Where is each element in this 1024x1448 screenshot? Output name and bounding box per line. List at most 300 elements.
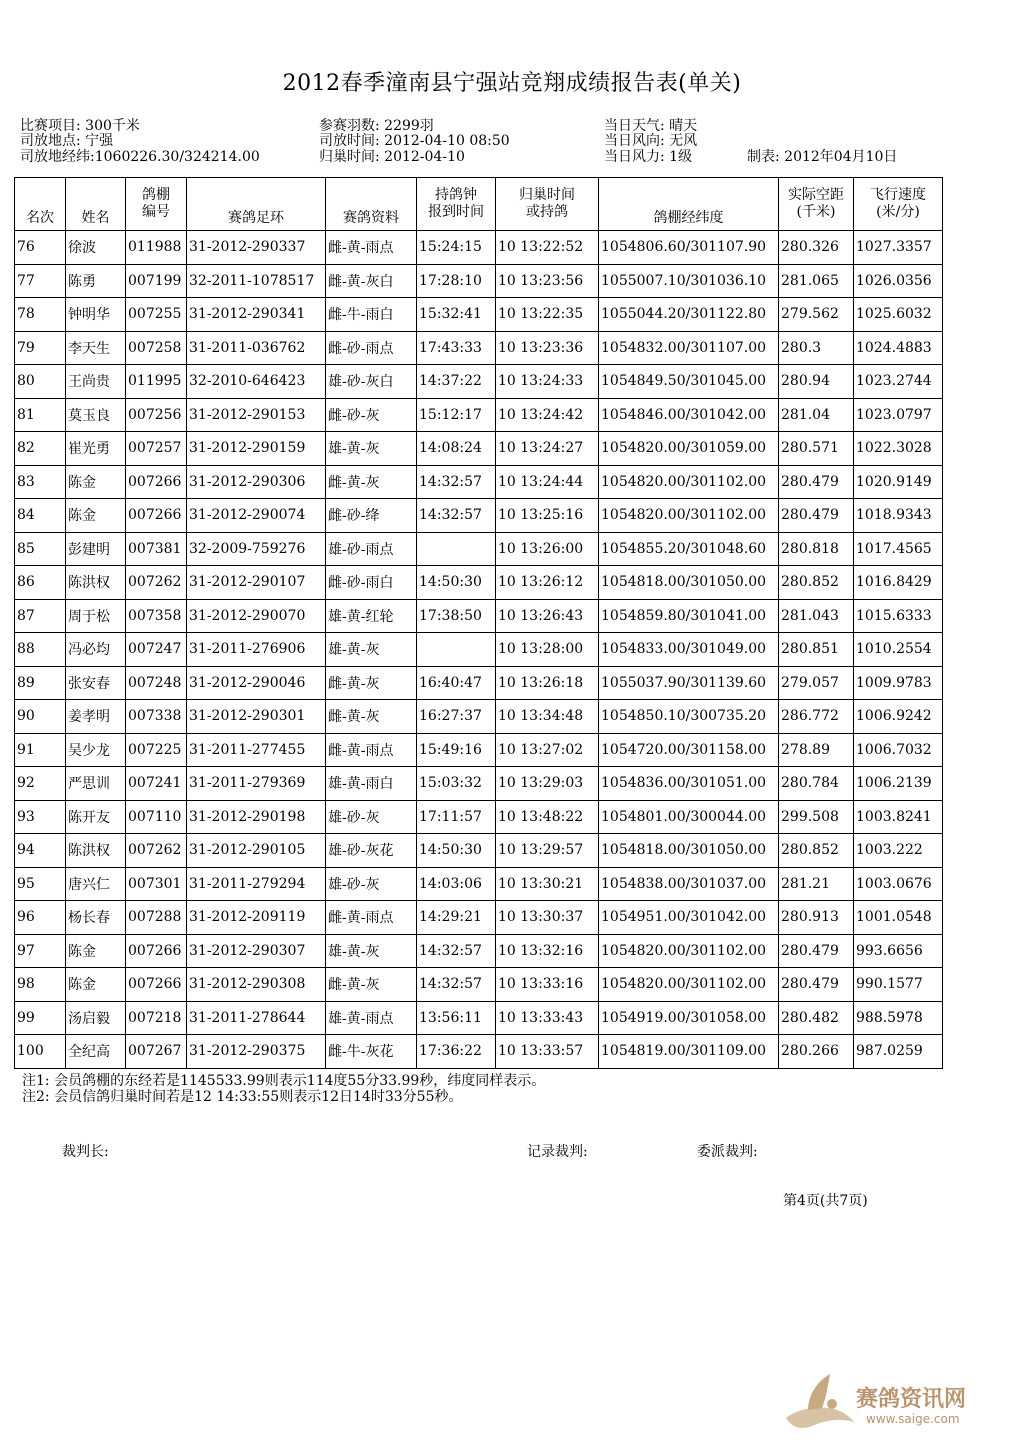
cell-ring: 31-2012-290105 [187,834,326,868]
cell-clock-time: 14:32:57 [417,968,496,1002]
cell-name: 崔光勇 [66,432,126,466]
header-distance-line1: 实际空距 [788,187,844,203]
cell-clock-time: 17:11:57 [417,800,496,834]
cell-distance: 281.065 [779,264,854,298]
cell-clock-time: 15:49:16 [417,733,496,767]
cell-ring: 31-2012-209119 [187,901,326,935]
cell-ring: 31-2012-290301 [187,700,326,734]
cell-clock-time: 16:27:37 [417,700,496,734]
cell-distance: 280.479 [779,499,854,533]
table-row [15,1001,943,1035]
cell-coordinates: 1054919.00/301058.00 [599,1001,779,1035]
info-wind-direction: 当日风向: 无风 [604,133,698,149]
cell-clock-time: 14:32:57 [417,465,496,499]
cell-arrival-time: 10 13:26:12 [496,566,599,600]
cell-clock-time: 15:32:41 [417,298,496,332]
header-loft-number-line2: 编号 [142,204,170,220]
cell-rank: 99 [15,1001,66,1035]
cell-distance: 280.851 [779,633,854,667]
cell-clock-time [417,532,496,566]
cell-arrival-time: 10 13:33:16 [496,968,599,1002]
cell-rank: 96 [15,901,66,935]
cell-ring: 32-2010-646423 [187,365,326,399]
cell-speed: 1027.3357 [854,231,943,265]
cell-rank: 79 [15,331,66,365]
cell-ring: 32-2009-759276 [187,532,326,566]
cell-pigeon-info: 雌-砂-雨白 [326,566,417,600]
cell-pigeon-info: 雄-黄-灰 [326,633,417,667]
cell-clock-time: 16:40:47 [417,666,496,700]
cell-rank: 76 [15,231,66,265]
cell-speed: 1015.6333 [854,599,943,633]
cell-rank: 81 [15,398,66,432]
cell-ring: 31-2012-290074 [187,499,326,533]
header-distance-line2: (千米) [796,204,836,220]
cell-distance: 280.784 [779,767,854,801]
cell-arrival-time: 10 13:29:03 [496,767,599,801]
cell-speed: 1018.9343 [854,499,943,533]
cell-arrival-time: 10 13:23:36 [496,331,599,365]
cell-coordinates: 1054720.00/301158.00 [599,733,779,767]
cell-distance: 286.772 [779,700,854,734]
cell-pigeon-info: 雌-牛-灰花 [326,1035,417,1069]
cell-distance: 281.04 [779,398,854,432]
cell-loft-number: 007301 [126,867,187,901]
cell-pigeon-info: 雄-黄-灰 [326,432,417,466]
cell-distance: 281.21 [779,867,854,901]
info-release-place: 司放地点: 宁强 [20,133,114,149]
cell-arrival-time: 10 13:24:44 [496,465,599,499]
cell-clock-time: 14:37:22 [417,365,496,399]
cell-coordinates: 1054820.00/301102.00 [599,499,779,533]
info-event: 比赛项目: 300千米 [20,118,140,134]
note-2: 注2: 会员信鸽归巢时间若是12 14:33:55则表示12日14时33分55秒。 [22,1089,463,1105]
cell-loft-number: 007288 [126,901,187,935]
cell-name: 莫玉良 [66,398,126,432]
cell-arrival-time: 10 13:30:37 [496,901,599,935]
table-row [15,901,943,935]
header-arrival-time [496,178,599,231]
page-number: 第4页(共7页) [783,1193,868,1209]
table-row [15,867,943,901]
watermark-logo [778,1370,978,1432]
cell-speed: 1024.4883 [854,331,943,365]
cell-name: 严思训 [66,767,126,801]
cell-coordinates: 1054820.00/301102.00 [599,934,779,968]
cell-clock-time: 17:28:10 [417,264,496,298]
table-row [15,432,943,466]
cell-ring: 31-2011-279369 [187,767,326,801]
cell-pigeon-info: 雌-黄-灰 [326,465,417,499]
cell-coordinates: 1054820.00/301102.00 [599,968,779,1002]
cell-clock-time: 14:50:30 [417,566,496,600]
cell-pigeon-info: 雄-砂-灰 [326,800,417,834]
info-entries: 参赛羽数: 2299羽 [319,118,434,134]
cell-ring: 31-2012-290107 [187,566,326,600]
cell-ring: 31-2011-036762 [187,331,326,365]
cell-clock-time: 17:43:33 [417,331,496,365]
header-speed-line1: 飞行速度 [870,187,926,203]
cell-clock-time: 14:32:57 [417,934,496,968]
table-row [15,365,943,399]
cell-rank: 90 [15,700,66,734]
cell-pigeon-info: 雄-黄-红轮 [326,599,417,633]
cell-arrival-time: 10 13:25:16 [496,499,599,533]
table-row [15,532,943,566]
cell-speed: 988.5978 [854,1001,943,1035]
cell-clock-time: 17:36:22 [417,1035,496,1069]
cell-rank: 92 [15,767,66,801]
cell-coordinates: 1054859.80/301041.00 [599,599,779,633]
cell-loft-number: 007338 [126,700,187,734]
cell-pigeon-info: 雌-牛-雨白 [326,298,417,332]
cell-distance: 279.562 [779,298,854,332]
cell-clock-time: 15:03:32 [417,767,496,801]
table-row [15,767,943,801]
cell-distance: 280.266 [779,1035,854,1069]
cell-pigeon-info: 雌-黄-灰白 [326,264,417,298]
cell-rank: 80 [15,365,66,399]
cell-pigeon-info: 雌-黄-雨点 [326,733,417,767]
cell-ring: 31-2012-290046 [187,666,326,700]
cell-rank: 77 [15,264,66,298]
cell-speed: 1003.222 [854,834,943,868]
table-row [15,934,943,968]
cell-pigeon-info: 雄-黄-雨点 [326,1001,417,1035]
cell-clock-time [417,633,496,667]
cell-speed: 1023.0797 [854,398,943,432]
cell-pigeon-info: 雌-黄-雨点 [326,901,417,935]
cell-loft-number: 007257 [126,432,187,466]
cell-distance: 280.479 [779,934,854,968]
cell-ring: 31-2012-290337 [187,231,326,265]
cell-name: 陈洪权 [66,566,126,600]
table-row [15,834,943,868]
cell-pigeon-info: 雄-砂-雨点 [326,532,417,566]
cell-loft-number: 007358 [126,599,187,633]
table-row [15,264,943,298]
cell-arrival-time: 10 13:34:48 [496,700,599,734]
cell-loft-number: 007381 [126,532,187,566]
cell-distance: 280.852 [779,834,854,868]
cell-arrival-time: 10 13:33:57 [496,1035,599,1069]
cell-arrival-time: 10 13:24:42 [496,398,599,432]
cell-arrival-time: 10 13:26:43 [496,599,599,633]
header-ring: 赛鸽足环 [187,178,326,231]
cell-pigeon-info: 雌-黄-灰 [326,700,417,734]
cell-coordinates: 1054951.00/301042.00 [599,901,779,935]
cell-coordinates: 1054832.00/301107.00 [599,331,779,365]
table-row [15,800,943,834]
cell-loft-number: 007241 [126,767,187,801]
cell-name: 吴少龙 [66,733,126,767]
cell-loft-number: 011995 [126,365,187,399]
cell-arrival-time: 10 13:27:02 [496,733,599,767]
cell-speed: 1003.0676 [854,867,943,901]
cell-name: 汤启毅 [66,1001,126,1035]
cell-arrival-time: 10 13:30:21 [496,867,599,901]
cell-speed: 1017.4565 [854,532,943,566]
cell-pigeon-info: 雌-砂-雨点 [326,331,417,365]
cell-speed: 1022.3028 [854,432,943,466]
cell-ring: 32-2011-1078517 [187,264,326,298]
signature-appointed-judge: 委派裁判: [697,1144,758,1160]
cell-clock-time: 14:03:06 [417,867,496,901]
cell-arrival-time: 10 13:28:00 [496,633,599,667]
cell-pigeon-info: 雄-砂-灰 [326,867,417,901]
cell-arrival-time: 10 13:32:16 [496,934,599,968]
cell-ring: 31-2012-290307 [187,934,326,968]
header-speed-line2: (米/分) [876,204,920,220]
cell-distance: 279.057 [779,666,854,700]
cell-rank: 88 [15,633,66,667]
cell-rank: 83 [15,465,66,499]
cell-distance: 280.479 [779,465,854,499]
cell-rank: 93 [15,800,66,834]
table-row [15,599,943,633]
cell-coordinates: 1054819.00/301109.00 [599,1035,779,1069]
cell-rank: 91 [15,733,66,767]
cell-rank: 100 [15,1035,66,1069]
cell-loft-number: 007256 [126,398,187,432]
note-1: 注1: 会员鸽棚的东经若是1145533.99则表示114度55分33.99秒，纬度同样表示。 [22,1073,546,1089]
info-wind-force: 当日风力: 1级 [604,149,693,165]
cell-rank: 97 [15,934,66,968]
cell-distance: 280.818 [779,532,854,566]
cell-name: 唐兴仁 [66,867,126,901]
cell-loft-number: 011988 [126,231,187,265]
cell-ring: 31-2012-290341 [187,298,326,332]
table-row [15,733,943,767]
header-rank: 名次 [15,178,66,231]
cell-arrival-time: 10 13:22:52 [496,231,599,265]
cell-arrival-time: 10 13:26:00 [496,532,599,566]
info-return-time: 归巢时间: 2012-04-10 [319,149,465,165]
cell-speed: 1006.7032 [854,733,943,767]
info-made-date: 制表: 2012年04月10日 [747,149,898,165]
header-clock-time-line1: 持鸽钟 [435,187,477,203]
cell-rank: 95 [15,867,66,901]
header-loft-number [126,178,187,231]
table-row [15,566,943,600]
cell-distance: 280.571 [779,432,854,466]
header-coordinates: 鸽棚经纬度 [599,178,779,231]
cell-ring: 31-2011-276906 [187,633,326,667]
cell-rank: 94 [15,834,66,868]
cell-name: 陈金 [66,934,126,968]
cell-coordinates: 1055007.10/301036.10 [599,264,779,298]
cell-loft-number: 007262 [126,834,187,868]
cell-loft-number: 007110 [126,800,187,834]
cell-speed: 1010.2554 [854,633,943,667]
cell-arrival-time: 10 13:24:27 [496,432,599,466]
cell-coordinates: 1054820.00/301059.00 [599,432,779,466]
header-pigeon-info: 赛鸽资料 [326,178,417,231]
cell-pigeon-info: 雄-砂-灰白 [326,365,417,399]
cell-loft-number: 007218 [126,1001,187,1035]
cell-clock-time: 17:38:50 [417,599,496,633]
cell-speed: 990.1577 [854,968,943,1002]
cell-clock-time: 14:50:30 [417,834,496,868]
cell-distance: 280.3 [779,331,854,365]
cell-clock-time: 13:56:11 [417,1001,496,1035]
cell-coordinates: 1054836.00/301051.00 [599,767,779,801]
table-row [15,298,943,332]
cell-ring: 31-2011-277455 [187,733,326,767]
cell-loft-number: 007266 [126,934,187,968]
cell-name: 彭建明 [66,532,126,566]
cell-clock-time: 15:12:17 [417,398,496,432]
cell-speed: 1026.0356 [854,264,943,298]
cell-coordinates: 1054818.00/301050.00 [599,834,779,868]
header-clock-time-line2: 报到时间 [428,204,484,220]
cell-coordinates: 1055044.20/301122.80 [599,298,779,332]
watermark-site-name: 赛鸽资讯网 [856,1387,967,1412]
cell-name: 姜孝明 [66,700,126,734]
header-distance [779,178,854,231]
cell-ring: 31-2012-290306 [187,465,326,499]
cell-loft-number: 007255 [126,298,187,332]
cell-coordinates: 1054855.20/301048.60 [599,532,779,566]
cell-clock-time: 14:29:21 [417,901,496,935]
cell-arrival-time: 10 13:23:56 [496,264,599,298]
table-row [15,231,943,265]
cell-clock-time: 14:32:57 [417,499,496,533]
table-header-row [15,178,943,231]
pigeon-logo-icon [778,1370,856,1432]
table-row [15,465,943,499]
cell-loft-number: 007267 [126,1035,187,1069]
cell-speed: 1020.9149 [854,465,943,499]
cell-rank: 87 [15,599,66,633]
cell-pigeon-info: 雌-砂-绛 [326,499,417,533]
cell-speed: 987.0259 [854,1035,943,1069]
cell-arrival-time: 10 13:48:22 [496,800,599,834]
cell-name: 陈勇 [66,264,126,298]
watermark-site-url: www.saige.com [866,1412,960,1426]
cell-loft-number: 007247 [126,633,187,667]
cell-rank: 86 [15,566,66,600]
cell-name: 李天生 [66,331,126,365]
cell-loft-number: 007266 [126,499,187,533]
results-table-body [15,231,943,1069]
header-loft-number-line1: 鸽棚 [142,187,170,203]
cell-rank: 84 [15,499,66,533]
header-clock-time [417,178,496,231]
cell-pigeon-info: 雄-黄-灰 [326,934,417,968]
cell-coordinates: 1054806.60/301107.90 [599,231,779,265]
report-title: 2012春季潼南县宁强站竞翔成绩报告表(单关) [282,71,742,96]
cell-speed: 1006.2139 [854,767,943,801]
cell-coordinates: 1054801.00/300044.00 [599,800,779,834]
cell-distance: 280.482 [779,1001,854,1035]
cell-speed: 1001.0548 [854,901,943,935]
cell-distance: 280.326 [779,231,854,265]
signature-chief-judge: 裁判长: [62,1144,109,1160]
cell-loft-number: 007262 [126,566,187,600]
cell-ring: 31-2011-279294 [187,867,326,901]
cell-clock-time: 14:08:24 [417,432,496,466]
header-speed [854,178,943,231]
cell-rank: 78 [15,298,66,332]
cell-rank: 85 [15,532,66,566]
table-row [15,666,943,700]
cell-name: 陈金 [66,499,126,533]
table-row [15,398,943,432]
table-row [15,1035,943,1069]
cell-arrival-time: 10 13:26:18 [496,666,599,700]
cell-name: 张安春 [66,666,126,700]
cell-speed: 993.6656 [854,934,943,968]
cell-name: 周于松 [66,599,126,633]
cell-coordinates: 1054838.00/301037.00 [599,867,779,901]
info-release-time: 司放时间: 2012-04-10 08:50 [319,133,510,149]
cell-name: 徐波 [66,231,126,265]
cell-coordinates: 1054849.50/301045.00 [599,365,779,399]
cell-pigeon-info: 雌-黄-灰 [326,666,417,700]
cell-speed: 1003.8241 [854,800,943,834]
cell-name: 陈开友 [66,800,126,834]
cell-speed: 1025.6032 [854,298,943,332]
cell-name: 陈金 [66,465,126,499]
cell-pigeon-info: 雌-黄-灰 [326,968,417,1002]
cell-loft-number: 007258 [126,331,187,365]
cell-distance: 280.852 [779,566,854,600]
cell-pigeon-info: 雌-砂-灰 [326,398,417,432]
cell-loft-number: 007248 [126,666,187,700]
cell-distance: 280.913 [779,901,854,935]
cell-speed: 1006.9242 [854,700,943,734]
cell-ring: 31-2012-290308 [187,968,326,1002]
cell-name: 钟明华 [66,298,126,332]
cell-distance: 299.508 [779,800,854,834]
header-arrival-time-line1: 归巢时间 [519,187,575,203]
cell-distance: 281.043 [779,599,854,633]
table-row [15,968,943,1002]
cell-coordinates: 1054850.10/300735.20 [599,700,779,734]
cell-rank: 98 [15,968,66,1002]
cell-speed: 1009.9783 [854,666,943,700]
info-release-coords: 司放地经纬:1060226.30/324214.00 [20,149,260,165]
cell-ring: 31-2012-290198 [187,800,326,834]
cell-name: 王尚贵 [66,365,126,399]
cell-arrival-time: 10 13:33:43 [496,1001,599,1035]
results-table [14,177,943,1069]
cell-distance: 280.94 [779,365,854,399]
cell-coordinates: 1054846.00/301042.00 [599,398,779,432]
cell-clock-time: 15:24:15 [417,231,496,265]
cell-loft-number: 007225 [126,733,187,767]
cell-arrival-time: 10 13:29:57 [496,834,599,868]
cell-speed: 1023.2744 [854,365,943,399]
table-row [15,700,943,734]
cell-loft-number: 007266 [126,968,187,1002]
cell-ring: 31-2012-290070 [187,599,326,633]
cell-ring: 31-2012-290159 [187,432,326,466]
cell-coordinates: 1054820.00/301102.00 [599,465,779,499]
cell-arrival-time: 10 13:22:35 [496,298,599,332]
cell-ring: 31-2011-278644 [187,1001,326,1035]
cell-name: 杨长春 [66,901,126,935]
cell-coordinates: 1054833.00/301049.00 [599,633,779,667]
cell-arrival-time: 10 13:24:33 [496,365,599,399]
cell-name: 冯必均 [66,633,126,667]
cell-rank: 82 [15,432,66,466]
cell-pigeon-info: 雄-砂-灰花 [326,834,417,868]
table-row [15,633,943,667]
cell-name: 陈洪权 [66,834,126,868]
cell-coordinates: 1055037.90/301139.60 [599,666,779,700]
